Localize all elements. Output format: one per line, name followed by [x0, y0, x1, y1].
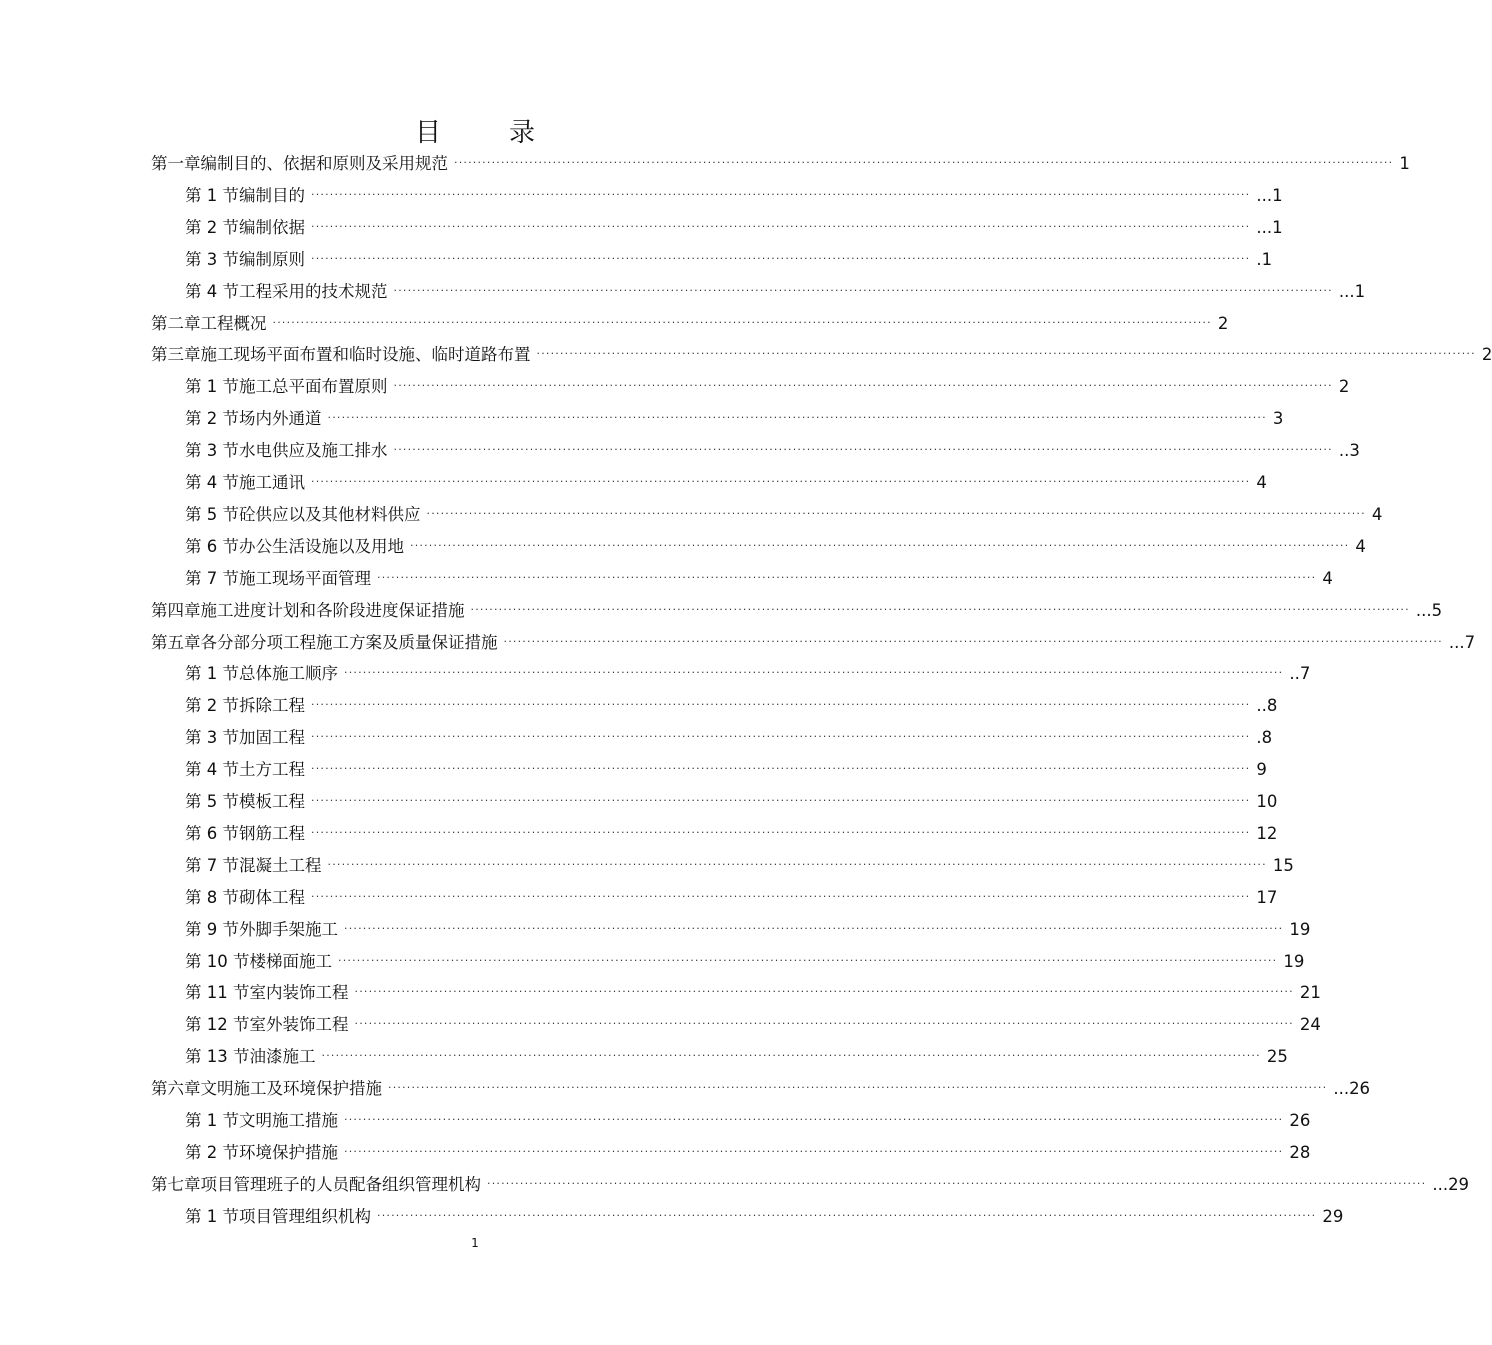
toc-leader-dots: ········································································································································································································	[354, 985, 1294, 999]
toc-entry-page: .8	[1256, 728, 1273, 748]
toc-entry-number: 第 7 节	[185, 568, 239, 588]
toc-entry-label: 施工现场平面布置和临时设施、临时道路布置	[200, 345, 531, 365]
toc-entry-page: ..8	[1256, 696, 1278, 716]
toc-chapter-row[interactable]	[151, 595, 1443, 627]
toc-entry-label: 编制原则	[239, 249, 305, 269]
toc-section-row[interactable]	[185, 435, 1360, 467]
toc-chapter-row[interactable]	[151, 627, 1476, 659]
toc-leader-dots: ········································································································································································································	[311, 730, 1251, 744]
toc-chapter-row[interactable]	[151, 339, 1492, 371]
toc-entry-label: 混凝土工程	[239, 855, 322, 875]
toc-entry-page: 12	[1256, 823, 1278, 843]
toc-entry-page: ...26	[1333, 1079, 1371, 1099]
toc-section-row[interactable]	[185, 722, 1273, 754]
toc-entry-page: 3	[1272, 409, 1284, 429]
toc-entry-label: 楼梯面施工	[249, 951, 332, 971]
toc-leader-dots: ········································································································································································································	[311, 251, 1251, 265]
toc-section-row[interactable]	[185, 212, 1283, 244]
toc-entry-number: 第 6 节	[185, 536, 239, 556]
toc-leader-dots: ········································································································································································································	[311, 187, 1251, 201]
toc-entry-label: 土方工程	[239, 760, 305, 780]
toc-entry-number: 第 6 节	[185, 823, 239, 843]
toc-section-row[interactable]	[185, 882, 1278, 914]
toc-section-row[interactable]	[185, 1137, 1311, 1169]
toc-entry-page: ...1	[1338, 281, 1366, 301]
toc-entry-label: 施工总平面布置原则	[239, 377, 388, 397]
toc-leader-dots: ········································································································································································································	[344, 1113, 1284, 1126]
toc-entry-label: 项目管理组织机构	[239, 1206, 371, 1226]
toc-entry-page: 19	[1283, 951, 1305, 971]
toc-entry-page: 4	[1371, 504, 1383, 524]
toc-entry-number: 第 2 节	[185, 217, 239, 237]
toc-entry-page: ...29	[1432, 1174, 1470, 1194]
toc-entry-page: ..3	[1338, 441, 1360, 461]
toc-leader-dots: ········································································································································································································	[311, 889, 1251, 903]
toc-section-row[interactable]	[185, 403, 1284, 435]
toc-leader-dots: ········································································································································································································	[354, 1017, 1294, 1031]
toc-section-row[interactable]	[185, 276, 1366, 308]
toc-entry-label: 施工进度计划和各阶段进度保证措施	[200, 600, 465, 620]
toc-section-row[interactable]	[185, 690, 1278, 722]
toc-entry-number: 第 1 节	[185, 377, 239, 397]
toc-entry-label: 加固工程	[239, 728, 305, 748]
toc-entry-label: 工程采用的技术规范	[239, 281, 388, 301]
toc-entry-label: 模板工程	[239, 792, 305, 811]
toc-entry-number: 第 2 节	[185, 1142, 239, 1162]
toc-entry-label: 编制目的、依据和原则及采用规范	[200, 154, 448, 173]
toc-leader-dots: ········································································································································································································	[487, 1176, 1427, 1190]
toc-leader-dots: ········································································································································································································	[388, 1081, 1328, 1095]
toc-leader-dots: ········································································································································································································	[311, 698, 1251, 712]
toc-entry-number: 第二章	[151, 313, 201, 333]
toc-leader-dots: ········································································································································································································	[536, 347, 1476, 361]
toc-leader-dots: ········································································································································································································	[410, 538, 1350, 552]
toc-section-row[interactable]	[185, 1041, 1288, 1073]
toc-entry-number: 第 1 节	[185, 1206, 239, 1226]
toc-section-row[interactable]	[185, 914, 1311, 946]
toc-entry-page: 2	[1338, 377, 1350, 397]
toc-entry-number: 第 1 节	[185, 1111, 239, 1130]
toc-entry-number: 第 3 节	[185, 728, 239, 748]
toc-section-row[interactable]	[185, 531, 1366, 563]
toc-section-row[interactable]	[185, 180, 1283, 212]
toc-entry-label: 工程概况	[200, 313, 267, 333]
toc-section-row[interactable]	[185, 244, 1273, 276]
toc-chapter-row[interactable]	[151, 1169, 1470, 1201]
toc-leader-dots: ········································································································································································································	[327, 411, 1267, 425]
toc-entry-page: 4	[1322, 568, 1333, 588]
toc-entry-page: ...1	[1256, 185, 1283, 205]
toc-entry-label: 环境保护措施	[239, 1142, 338, 1162]
toc-entry-page: 9	[1256, 760, 1267, 780]
toc-entry-number: 第 3 节	[185, 441, 239, 461]
toc-entry-number: 第 5 节	[185, 504, 239, 524]
toc-entry-page: 26	[1289, 1111, 1311, 1130]
toc-leader-dots: ········································································································································································································	[272, 315, 1212, 329]
toc-entry-page: 4	[1355, 536, 1366, 556]
toc-entry-number: 第七章	[151, 1174, 201, 1194]
toc-entry-number: 第 9 节	[185, 919, 239, 939]
toc-entry-label: 场内外通道	[239, 409, 322, 429]
toc-section-row[interactable]	[185, 850, 1294, 882]
toc-entry-label: 编制依据	[239, 217, 305, 237]
toc-entry-label: 钢筋工程	[239, 823, 305, 843]
toc-leader-dots: ········································································································································································································	[344, 1144, 1284, 1158]
toc-entry-label: 文明施工及环境保护措施	[200, 1079, 382, 1099]
toc-section-row[interactable]	[185, 467, 1267, 499]
toc-entry-label: 室内装饰工程	[249, 983, 349, 1003]
toc-section-row[interactable]	[185, 658, 1311, 690]
toc-entry-label: 油漆施工	[249, 1047, 316, 1067]
toc-entry-number: 第 1 节	[185, 664, 239, 684]
toc-entry-label: 拆除工程	[239, 696, 305, 716]
toc-entry-page: 2	[1217, 313, 1229, 333]
toc-leader-dots: ········································································································································································································	[377, 570, 1317, 584]
toc-entry-number: 第 11 节	[185, 983, 250, 1003]
toc-leader-dots: ········································································································································································································	[344, 666, 1284, 680]
toc-entry-number: 第 10 节	[185, 951, 250, 971]
toc-entry-label: 砌体工程	[239, 887, 305, 907]
toc-entry-label: 总体施工顺序	[239, 664, 338, 684]
toc-leader-dots: ········································································································································································································	[393, 443, 1333, 457]
toc-chapter-row[interactable]	[151, 148, 1410, 180]
toc-section-row[interactable]	[185, 499, 1383, 531]
toc-entry-number: 第 3 节	[185, 249, 239, 269]
toc-entry-page: 10	[1256, 792, 1278, 811]
toc-entry-number: 第六章	[151, 1079, 201, 1099]
toc-section-row[interactable]	[185, 371, 1350, 403]
toc-entry-label: 施工现场平面管理	[239, 568, 371, 588]
toc-entry-number: 第 2 节	[185, 696, 239, 716]
toc-entry-number: 第 13 节	[185, 1047, 250, 1067]
toc-entry-number: 第 7 节	[185, 855, 239, 875]
toc-section-row[interactable]	[185, 977, 1321, 1009]
toc-chapter-row[interactable]	[151, 308, 1229, 340]
toc-entry-page: 19	[1289, 919, 1311, 939]
toc-entry-number: 第 4 节	[185, 281, 239, 301]
toc-section-row[interactable]	[185, 946, 1305, 978]
toc-leader-dots: ········································································································································································································	[311, 825, 1251, 839]
toc-entry-number: 第 1 节	[185, 185, 239, 205]
toc-entry-number: 第 12 节	[185, 1015, 250, 1035]
toc-leader-dots: ········································································································································································································	[344, 921, 1284, 935]
toc-entry-page: ...7	[1448, 632, 1476, 652]
toc-leader-dots: ········································································································································································································	[311, 475, 1251, 488]
toc-leader-dots: ········································································································································································································	[311, 762, 1251, 776]
toc-entry-label: 办公生活设施以及用地	[239, 536, 404, 556]
toc-section-row[interactable]	[185, 818, 1278, 850]
toc-entry-label: 砼供应以及其他材料供应	[239, 504, 421, 524]
toc-section-row[interactable]	[185, 1105, 1311, 1137]
toc-entry-page: 25	[1266, 1047, 1288, 1067]
toc-leader-dots: ········································································································································································································	[311, 794, 1251, 807]
toc-section-row[interactable]	[185, 754, 1267, 786]
toc-leader-dots: ········································································································································································································	[426, 506, 1366, 520]
toc-entry-page: ..7	[1289, 664, 1311, 684]
toc-entry-page: 24	[1299, 1015, 1321, 1035]
toc-entry-number: 第一章	[151, 154, 201, 173]
toc-entry-number: 第五章	[151, 632, 201, 652]
toc-entry-page: ...1	[1256, 217, 1283, 237]
toc-section-row[interactable]	[185, 1009, 1321, 1041]
page-number: 1	[471, 1236, 479, 1250]
toc-title-char-2: 录	[509, 118, 536, 148]
toc-entry-page: 15	[1272, 855, 1294, 875]
toc-title-char-1: 目	[414, 118, 441, 148]
toc-leader-dots: ········································································································································································································	[321, 1049, 1261, 1063]
toc-entry-number: 第 5 节	[185, 792, 239, 811]
toc-entry-number: 第 2 节	[185, 409, 239, 429]
toc-entry-label: 编制目的	[239, 185, 305, 205]
toc-leader-dots: ········································································································································································································	[470, 602, 1410, 616]
toc-section-row[interactable]	[185, 786, 1278, 818]
toc-entry-page: 17	[1256, 887, 1278, 907]
toc-leader-dots: ········································································································································································································	[393, 283, 1333, 297]
toc-chapter-row[interactable]	[151, 1073, 1371, 1105]
toc-entry-number: 第 4 节	[185, 760, 239, 780]
toc-entry-number: 第 8 节	[185, 887, 239, 907]
toc-leader-dots: ········································································································································································································	[327, 857, 1267, 871]
toc-entry-page: 29	[1322, 1206, 1344, 1226]
toc-leader-dots: ········································································································································································································	[377, 1208, 1317, 1222]
toc-entry-number: 第 4 节	[185, 473, 239, 492]
toc-entry-number: 第三章	[151, 345, 201, 365]
toc-entry-page: .1	[1256, 249, 1273, 269]
toc-entry-page: 21	[1299, 983, 1321, 1003]
toc-entry-page: 28	[1289, 1142, 1311, 1162]
toc-entry-label: 施工通讯	[239, 473, 305, 492]
toc-section-row[interactable]	[185, 563, 1333, 595]
toc-entry-label: 水电供应及施工排水	[239, 441, 388, 461]
toc-entry-page: 1	[1399, 154, 1410, 173]
toc-entry-label: 项目管理班子的人员配备组织管理机构	[200, 1174, 481, 1194]
toc-leader-dots: ········································································································································································································	[393, 379, 1333, 393]
toc-entry-label: 各分部分项工程施工方案及质量保证措施	[200, 632, 498, 652]
toc-entry-label: 室外装饰工程	[249, 1015, 349, 1035]
toc-entry-page: 4	[1256, 473, 1267, 492]
toc-entry-number: 第四章	[151, 600, 201, 620]
toc-entry-label: 外脚手架施工	[239, 919, 338, 939]
toc-leader-dots: ········································································································································································································	[338, 953, 1278, 967]
toc-leader-dots: ········································································································································································································	[311, 219, 1251, 233]
toc-leader-dots: ········································································································································································································	[454, 156, 1394, 169]
toc-leader-dots: ········································································································································································································	[503, 634, 1443, 648]
toc-entry-page: ...5	[1415, 600, 1443, 620]
toc-section-row[interactable]	[185, 1201, 1344, 1233]
toc-entry-label: 文明施工措施	[239, 1111, 338, 1130]
toc-entry-page: 2	[1481, 345, 1492, 365]
toc-title	[0, 112, 950, 149]
